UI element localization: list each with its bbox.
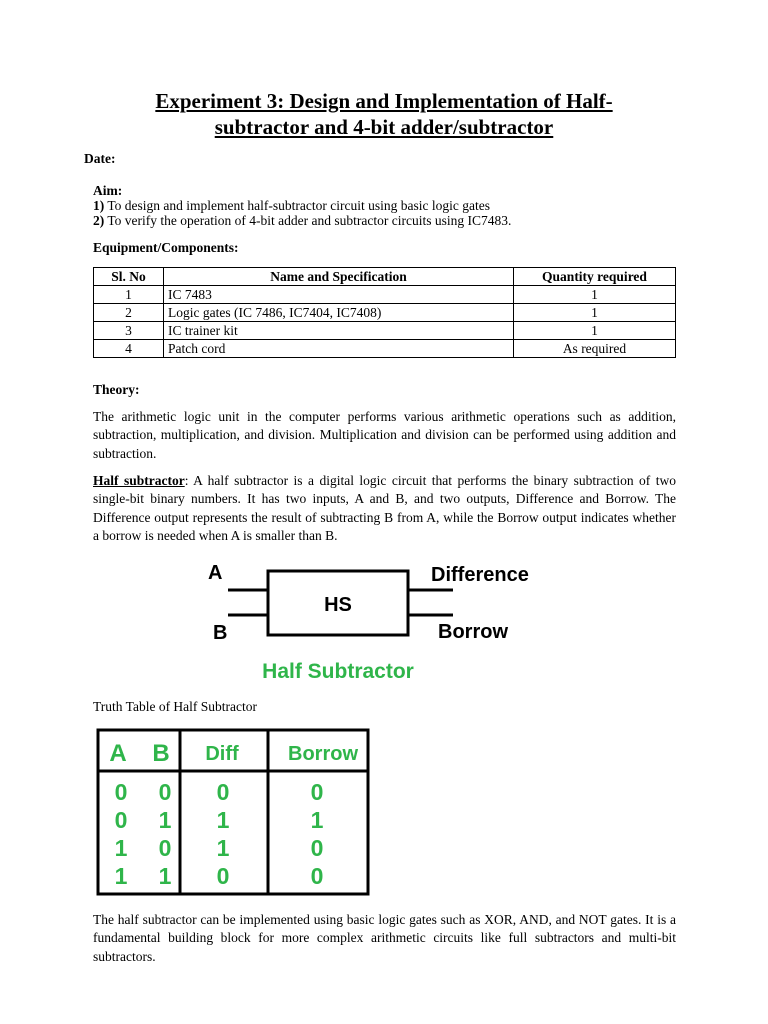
input-b-label: B	[213, 622, 228, 644]
truth-table-caption: Truth Table of Half Subtractor	[93, 699, 258, 714]
aim-item-1-number: 1)	[93, 198, 105, 213]
table-row	[94, 340, 676, 358]
table-cell: 4	[94, 340, 164, 358]
truth-table	[96, 728, 372, 898]
half-subtractor-description: : A half subtractor is a digital logic circuit that performs the binary subtraction of two single-bit binary numbers. It has two inputs, A and B, and two outputs, Difference and Borrow. The Difference output represents the result of subtracting B from A, while the Borrow output indicates whether a borrow is needed when A is smaller than B.	[93, 473, 677, 543]
hs-block-label: HS	[324, 594, 352, 616]
truth-header-diff: Diff	[205, 743, 239, 765]
title-line-1: Experiment 3: Design and Implementation of Half-	[155, 89, 613, 113]
aim-label: Aim:	[93, 183, 123, 198]
truth-header-a: A	[109, 740, 127, 767]
aim-item-2	[93, 213, 511, 229]
table-cell: Patch cord	[164, 340, 514, 358]
aim-item-1	[93, 198, 490, 214]
equipment-header-name: Name and Specification	[164, 268, 514, 286]
date-label: Date:	[84, 151, 116, 166]
truth-header-borrow: Borrow	[288, 743, 358, 765]
title-line-2: subtractor and 4-bit adder/subtractor	[214, 115, 554, 139]
truth-cell: 0	[310, 863, 324, 889]
aim-item-1-text: To design and implement half-subtractor circuit using basic logic gates	[104, 198, 490, 213]
truth-cell: 1	[158, 863, 172, 889]
equipment-header-slno: Sl. No	[94, 268, 164, 286]
diagram-caption: Half Subtractor	[262, 660, 414, 683]
table-cell: Logic gates (IC 7486, IC7404, IC7408)	[164, 304, 514, 322]
table-cell: IC 7483	[164, 286, 514, 304]
half-subtractor-term: Half subtractor	[93, 473, 185, 488]
closing-paragraph: The half subtractor can be implemented using basic logic gates such as XOR, AND, and NOT gates. It is a fundamental building block for more complex arithmetic circuits like full subtractors and multi-bit subtractors.	[93, 912, 676, 964]
page-title	[60, 88, 708, 140]
output-diff-label: Difference	[431, 564, 529, 586]
truth-cell: 1	[310, 807, 324, 833]
input-a-label: A	[208, 562, 223, 584]
table-cell: 1	[514, 286, 676, 304]
truth-cell: 0	[158, 835, 172, 861]
table-cell: 2	[94, 304, 164, 322]
truth-cell: 0	[310, 835, 324, 861]
table-cell: 1	[94, 286, 164, 304]
table-row	[94, 286, 676, 304]
truth-cell: 0	[114, 779, 128, 805]
truth-cell: 0	[114, 807, 128, 833]
truth-cell: 0	[310, 779, 324, 805]
table-cell: 3	[94, 322, 164, 340]
truth-cell: 0	[216, 779, 230, 805]
truth-cell: 0	[216, 863, 230, 889]
equipment-table	[93, 267, 676, 358]
table-cell: 1	[514, 304, 676, 322]
truth-cell: 1	[216, 807, 230, 833]
aim-item-2-text: To verify the operation of 4-bit adder and subtractor circuits using IC7483.	[104, 213, 512, 228]
table-cell: As required	[514, 340, 676, 358]
table-cell: 1	[514, 322, 676, 340]
theory-label: Theory:	[93, 382, 140, 397]
equipment-header-row	[94, 268, 676, 286]
truth-cell: 1	[114, 863, 128, 889]
equipment-label: Equipment/Components:	[93, 240, 239, 255]
aim-item-2-number: 2)	[93, 213, 105, 228]
table-cell: IC trainer kit	[164, 322, 514, 340]
theory-paragraph: The arithmetic logic unit in the computer performs various arithmetic operations such as addition, subtraction, multiplication, and division. Multiplication and division can be performed using addition and subtraction.	[93, 409, 676, 461]
output-borrow-label: Borrow	[438, 621, 508, 643]
equipment-header-qty: Quantity required	[514, 268, 676, 286]
truth-cell: 1	[114, 835, 128, 861]
half-subtractor-diagram	[195, 555, 555, 690]
half-subtractor-paragraph	[93, 472, 676, 545]
truth-cell: 1	[158, 807, 172, 833]
truth-cell: 0	[158, 779, 172, 805]
table-row	[94, 322, 676, 340]
truth-header-b: B	[152, 740, 170, 767]
table-row	[94, 304, 676, 322]
truth-cell: 1	[216, 835, 230, 861]
